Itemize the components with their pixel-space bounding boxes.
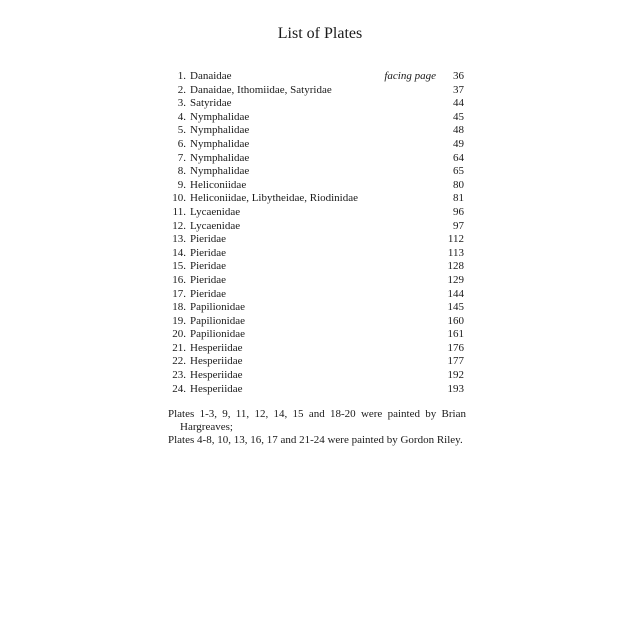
plate-number: 17. [172,287,186,300]
plate-row [168,315,464,329]
plate-page-number: 144 [447,287,464,300]
plate-page-number: 37 [453,83,464,96]
plate-number: 1. [177,70,186,82]
plate-row [168,274,464,288]
plate-page-number: 97 [453,219,464,232]
plate-page-number: 48 [453,124,464,137]
plate-page-number: 80 [453,178,464,191]
plate-family: Pieridae [190,273,227,286]
plate-family: Hesperiidae [190,355,243,368]
plate-page-number: 113 [447,246,464,259]
plate-page-number: 129 [447,273,464,286]
plate-family: Danaidae, Ithomiidae, Satyridae [190,83,332,96]
plate-family: Satyridae [190,97,232,110]
plate-page-number: 96 [453,205,464,218]
plate-row [168,192,464,206]
plate-row [168,138,464,152]
plate-family: Pieridae [190,260,227,273]
plate-number: 7. [177,151,186,164]
plate-number: 13. [172,233,186,246]
plate-number: 5. [177,124,186,137]
plate-number: 11. [172,205,186,218]
plate-family: Hesperiidae [190,382,243,395]
plate-family: Heliconiidae, Libytheidae, Riodinidae [190,192,359,205]
plate-number: 2. [177,83,186,96]
plate-family: Lycaenidae [190,219,241,232]
plate-page-number: 49 [453,137,464,150]
credit-line-1: Plates 1-3, 9, 11, 12, 14, 15 and 18-20 were painted by Brian [168,408,466,420]
plate-family: Nymphalidae [190,110,250,123]
plate-number: 20. [172,328,186,341]
plate-family: Papilionidae [190,328,245,341]
plate-number: 14. [172,246,186,259]
plate-family: Hesperiidae [190,369,243,382]
plate-page-number: 44 [453,97,464,110]
plate-page-number: 193 [447,382,464,395]
plate-number: 16. [172,273,186,286]
plate-row [168,342,464,356]
credit-line-2: Hargreaves; [180,421,233,433]
plate-number: 4. [177,110,186,123]
plate-list [168,70,464,396]
plate-number: 18. [172,301,186,314]
plate-family: Pieridae [190,246,227,259]
plate-family: Pieridae [190,233,227,246]
plate-family: Lycaenidae [190,205,241,218]
plate-row [168,288,464,302]
plate-row [168,383,464,397]
plate-family: Nymphalidae [190,124,250,137]
plate-row [168,84,464,98]
plate-number: 19. [172,314,186,327]
plate-family: Papilionidae [190,314,245,327]
plate-row [168,369,464,383]
plate-number: 21. [172,341,186,354]
plate-row [168,206,464,220]
plate-number: 15. [172,260,186,273]
plate-row [168,152,464,166]
plate-page-number: 65 [453,165,464,178]
plate-row [168,165,464,179]
plate-page-number: 161 [447,328,464,341]
plate-number: 8. [177,165,186,178]
plate-page-number: 64 [453,151,464,164]
plate-page-number: 160 [447,314,464,327]
facing-page-label: facing page [384,70,436,82]
plate-family: Danaidae [190,70,232,82]
plate-family: Nymphalidae [190,137,250,150]
plate-page-number: 112 [447,233,464,246]
plate-page-number: 81 [453,192,464,205]
plate-number: 3. [177,97,186,110]
plate-number: 22. [172,355,186,368]
plate-row [168,124,464,138]
plate-row [168,70,464,84]
plate-family: Papilionidae [190,301,245,314]
plate-row [168,97,464,111]
plate-page-number: 36 [453,70,464,82]
plate-page-number: 145 [447,301,464,314]
credits [168,408,466,447]
plate-row [168,328,464,342]
plate-number: 6. [177,137,186,150]
credit-line-3: Plates 4-8, 10, 13, 16, 17 and 21-24 were painted by Gordon Riley. [168,434,463,446]
plate-row [168,179,464,193]
plate-row [168,301,464,315]
plate-family: Hesperiidae [190,341,243,354]
plate-row [168,247,464,261]
plate-page-number: 176 [447,341,464,354]
plate-row [168,220,464,234]
plate-family: Heliconiidae [190,178,247,191]
plate-family: Pieridae [190,287,227,300]
plate-page-number: 177 [447,355,464,368]
plate-number: 23. [172,369,186,382]
plate-number: 24. [172,382,186,395]
plate-number: 10. [172,192,186,205]
plate-row [168,260,464,274]
plate-number: 12. [172,219,186,232]
plate-page-number: 45 [453,110,464,123]
plate-row [168,355,464,369]
plate-row [168,111,464,125]
plate-page-number: 192 [447,369,464,382]
plate-row [168,233,464,247]
plate-page-number: 128 [447,260,464,273]
plate-number: 9. [177,178,186,191]
plate-family: Nymphalidae [190,151,250,164]
plate-family: Nymphalidae [190,165,250,178]
page-title: List of Plates [277,25,363,42]
